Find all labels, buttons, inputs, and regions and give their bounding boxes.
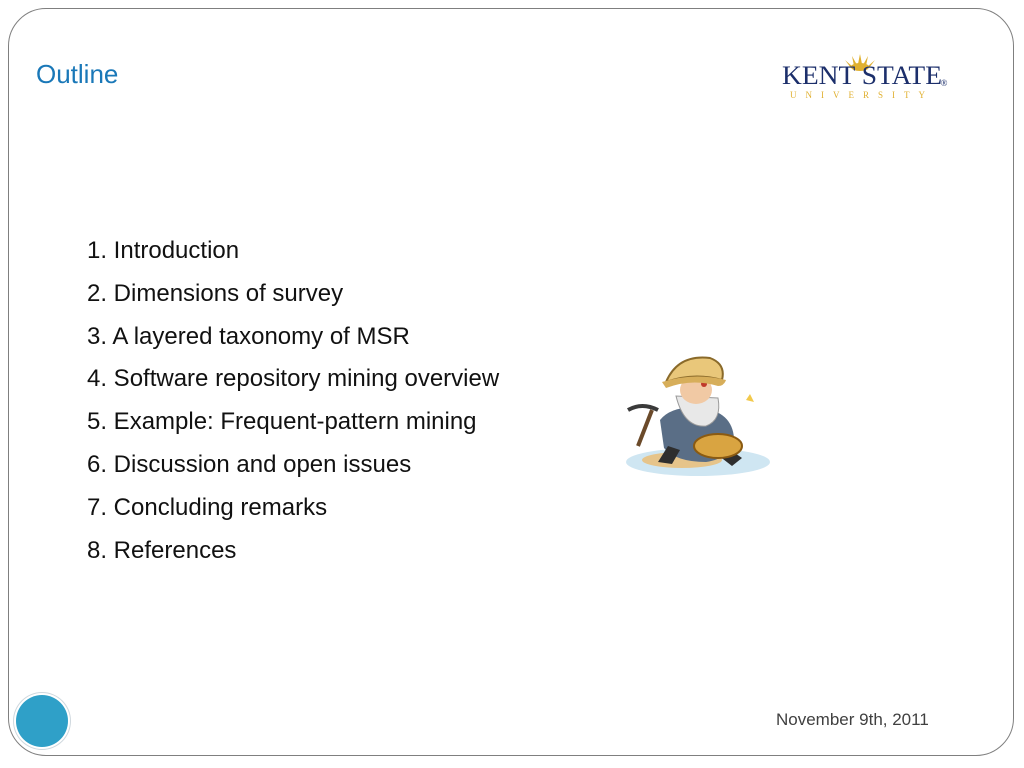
outline-item: 6. Discussion and open issues (87, 450, 412, 478)
logo-subtitle: UNIVERSITY (790, 90, 934, 100)
footer-date: November 9th, 2011 (776, 710, 929, 729)
kent-state-logo (776, 50, 948, 102)
outline-item: 8. References (87, 536, 237, 564)
logo-wordmark: KENT STATE (782, 61, 942, 90)
outline-item: 2. Dimensions of survey (87, 279, 344, 307)
outline-list (87, 230, 499, 572)
outline-item: 7. Concluding remarks (87, 493, 328, 521)
outline-item: 1. Introduction (87, 237, 240, 264)
slide-title: Outline (36, 59, 119, 89)
logo-registered-mark: ® (940, 78, 948, 88)
gold-miner-clipart (622, 350, 770, 480)
outline-item: 3. A layered taxonomy of MSR (87, 322, 410, 350)
accent-circle (16, 695, 68, 747)
outline-item: 4. Software repository mining overview (87, 365, 500, 393)
outline-item: 5. Example: Frequent-pattern mining (87, 408, 477, 436)
